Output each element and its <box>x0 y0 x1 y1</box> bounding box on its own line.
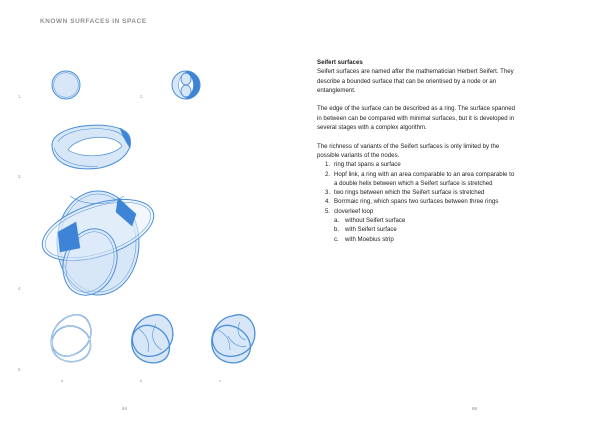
sublist-item: c. with Moebius strip <box>334 235 394 243</box>
figure-label-a: a <box>61 378 64 383</box>
section-title: Seifert surfaces <box>317 59 363 66</box>
text-column <box>317 58 517 244</box>
sublist-item: b. with Seifert surface <box>334 226 397 234</box>
figure-5b-cloverleaf-surface <box>132 315 173 363</box>
figure-number-4: 4. <box>18 286 22 291</box>
figure-5c-cloverleaf-moebius <box>212 315 255 363</box>
paragraph-1: Seifert surfaces are named after the mathematician Herbert Seifert. They describe a bounded surface that can be orientised by a node or an entanglement. <box>317 68 514 94</box>
figure-label-c: c <box>219 378 221 383</box>
running-header: KNOWN SURFACES IN SPACE <box>40 18 147 25</box>
figure-3-band <box>52 125 131 169</box>
figure-number-3: 3. <box>18 174 22 179</box>
list-item: 1. ring that spans a surface <box>325 161 401 169</box>
paragraph-3: The richness of variants of the Seifert surfaces is only limited by the possible variants of the nodes. <box>317 142 500 159</box>
cloverleaf-sublist <box>317 216 517 244</box>
figure-number-5: 5. <box>18 367 22 372</box>
figure-2-hopf-link <box>172 71 200 99</box>
figure-label-b: b <box>140 378 143 383</box>
paragraph-2: The edge of the surface can be described as a ring. The surface spanned in between can be compared with minimal surfaces, but it is developed in several stages with a complex algorithm. <box>317 105 516 132</box>
variant-list <box>317 160 517 216</box>
sublist-item: a. without Seifert surface <box>334 217 406 225</box>
figure-number-2: 2. <box>140 94 144 99</box>
figure-1-disc <box>52 71 80 99</box>
page-number-right: 65 <box>472 406 478 411</box>
figure-4-borromean-rings <box>35 187 161 302</box>
figure-number-1: 1. <box>18 94 22 99</box>
list-item: 2. Hopf link, a ring with an area comparable to an area comparable to a double helix between which a Seifert surface is stretched <box>325 170 515 187</box>
page-number-left: 64 <box>122 406 128 411</box>
list-item: 5. cloverleef loop <box>325 207 374 215</box>
list-item: 4. Borrmaic ring, which spans two surfaces between three rings <box>325 198 499 206</box>
figure-5a-cloverleaf-knot <box>51 315 91 362</box>
list-item: 3. two rings between which the Seifert surface is stretched <box>325 189 485 197</box>
